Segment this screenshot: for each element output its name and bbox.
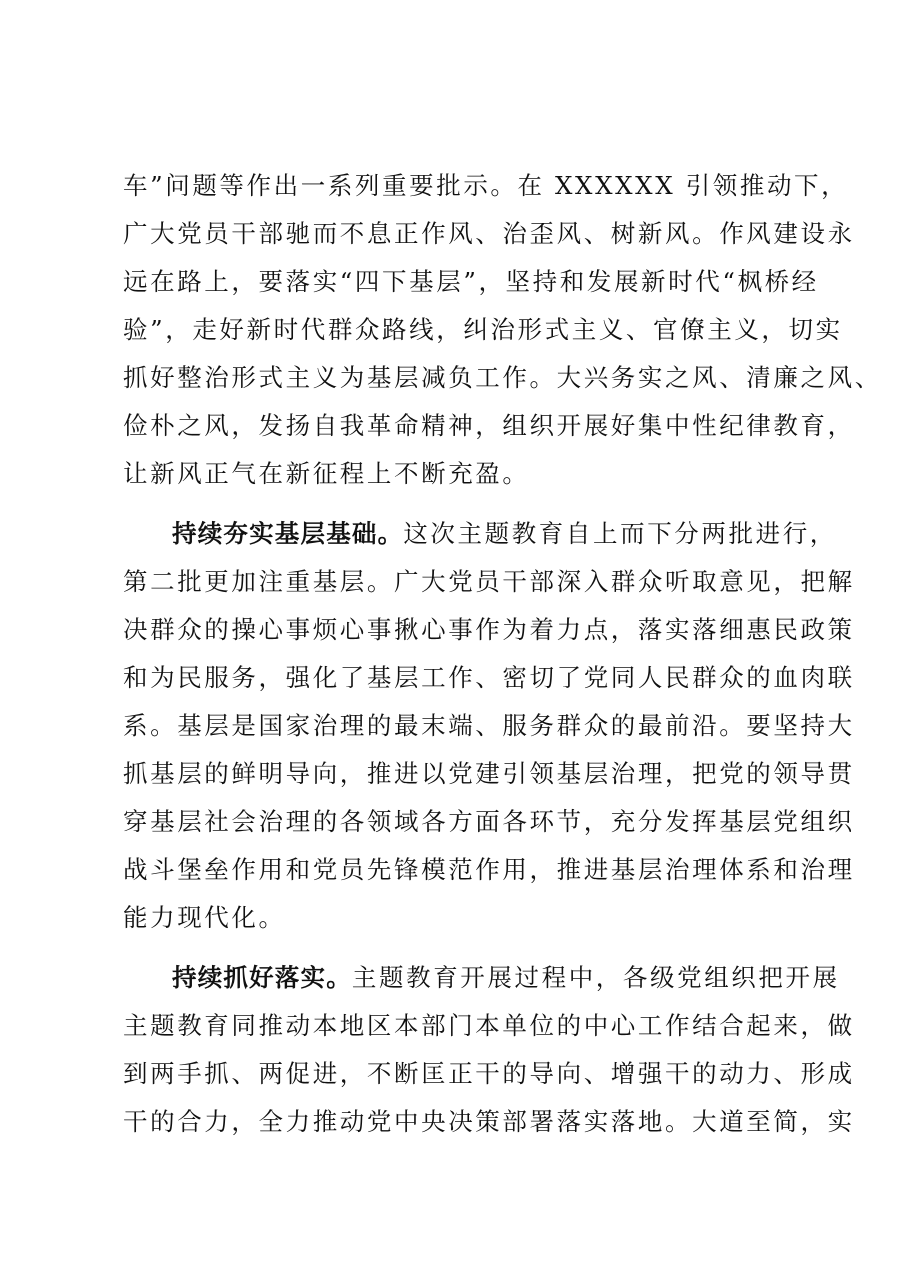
paragraph-lead-heading: 持续夯实基层基础。 [172, 519, 404, 548]
paragraph-line: 车”问题等作出一系列重要批示。在 XXXXXX 引领推动下， [123, 171, 849, 200]
paragraph-line: 主题教育同推动本地区本部门本单位的中心工作结合起来，做 [123, 1011, 855, 1040]
document-body [123, 162, 882, 1146]
paragraph-line: 穿基层社会治理的各领域各方面各环节，充分发挥基层党组织 [123, 807, 855, 836]
paragraph-1 [123, 162, 882, 498]
paragraph-first-line [123, 954, 840, 1002]
paragraph-lead-heading: 持续抓好落实。 [172, 963, 352, 992]
paragraph-line: 俭朴之风，发扬自我革命精神，组织开展好集中性纪律教育， [123, 411, 855, 440]
paragraph-line: 广大党员干部驰而不息正作风、治歪风、树新风。作风建设永 [123, 219, 855, 248]
paragraph-line: 抓基层的鲜明导向，推进以党建引领基层治理，把党的领导贯 [123, 759, 855, 788]
paragraph-line: 到两手抓、两促进，不断匡正干的导向、增强干的动力、形成 [123, 1059, 855, 1088]
paragraph-line: 远在路上，要落实“四下基层”，坚持和发展新时代“枫桥经 [123, 267, 819, 296]
paragraph-line: 战斗堡垒作用和党员先锋模范作用，推进基层治理体系和治理 [123, 855, 855, 884]
paragraph-line: 能力现代化。 [123, 903, 286, 932]
paragraph-2 [123, 510, 855, 942]
paragraph-3 [123, 954, 855, 1146]
paragraph-line: 让新风正气在新征程上不断充盈。 [123, 459, 530, 488]
paragraph-line: 验”，走好新时代群众路线，纠治形式主义、官僚主义，切实 [123, 315, 843, 344]
paragraph-line: 干的合力，全力推动党中央决策部署落实落地。大道至简，实 [123, 1107, 855, 1136]
paragraph-line: 决群众的操心事烦心事揪心事作为着力点，落实落细惠民政策 [123, 615, 855, 644]
paragraph-line-text: 这次主题教育自上而下分两批进行， [403, 519, 837, 548]
paragraph-line: 第二批更加注重基层。广大党员干部深入群众听取意见，把解 [123, 567, 855, 596]
paragraph-first-line [123, 510, 837, 558]
paragraph-line: 和为民服务，强化了基层工作、密切了党同人民群众的血肉联 [123, 663, 855, 692]
paragraph-line: 抓好整治形式主义为基层减负工作。大兴务实之风、清廉之风、 [123, 363, 882, 392]
paragraph-line: 系。基层是国家治理的最末端、服务群众的最前沿。要坚持大 [123, 711, 855, 740]
paragraph-line-text: 主题教育开展过程中，各级党组织把开展 [351, 963, 840, 992]
